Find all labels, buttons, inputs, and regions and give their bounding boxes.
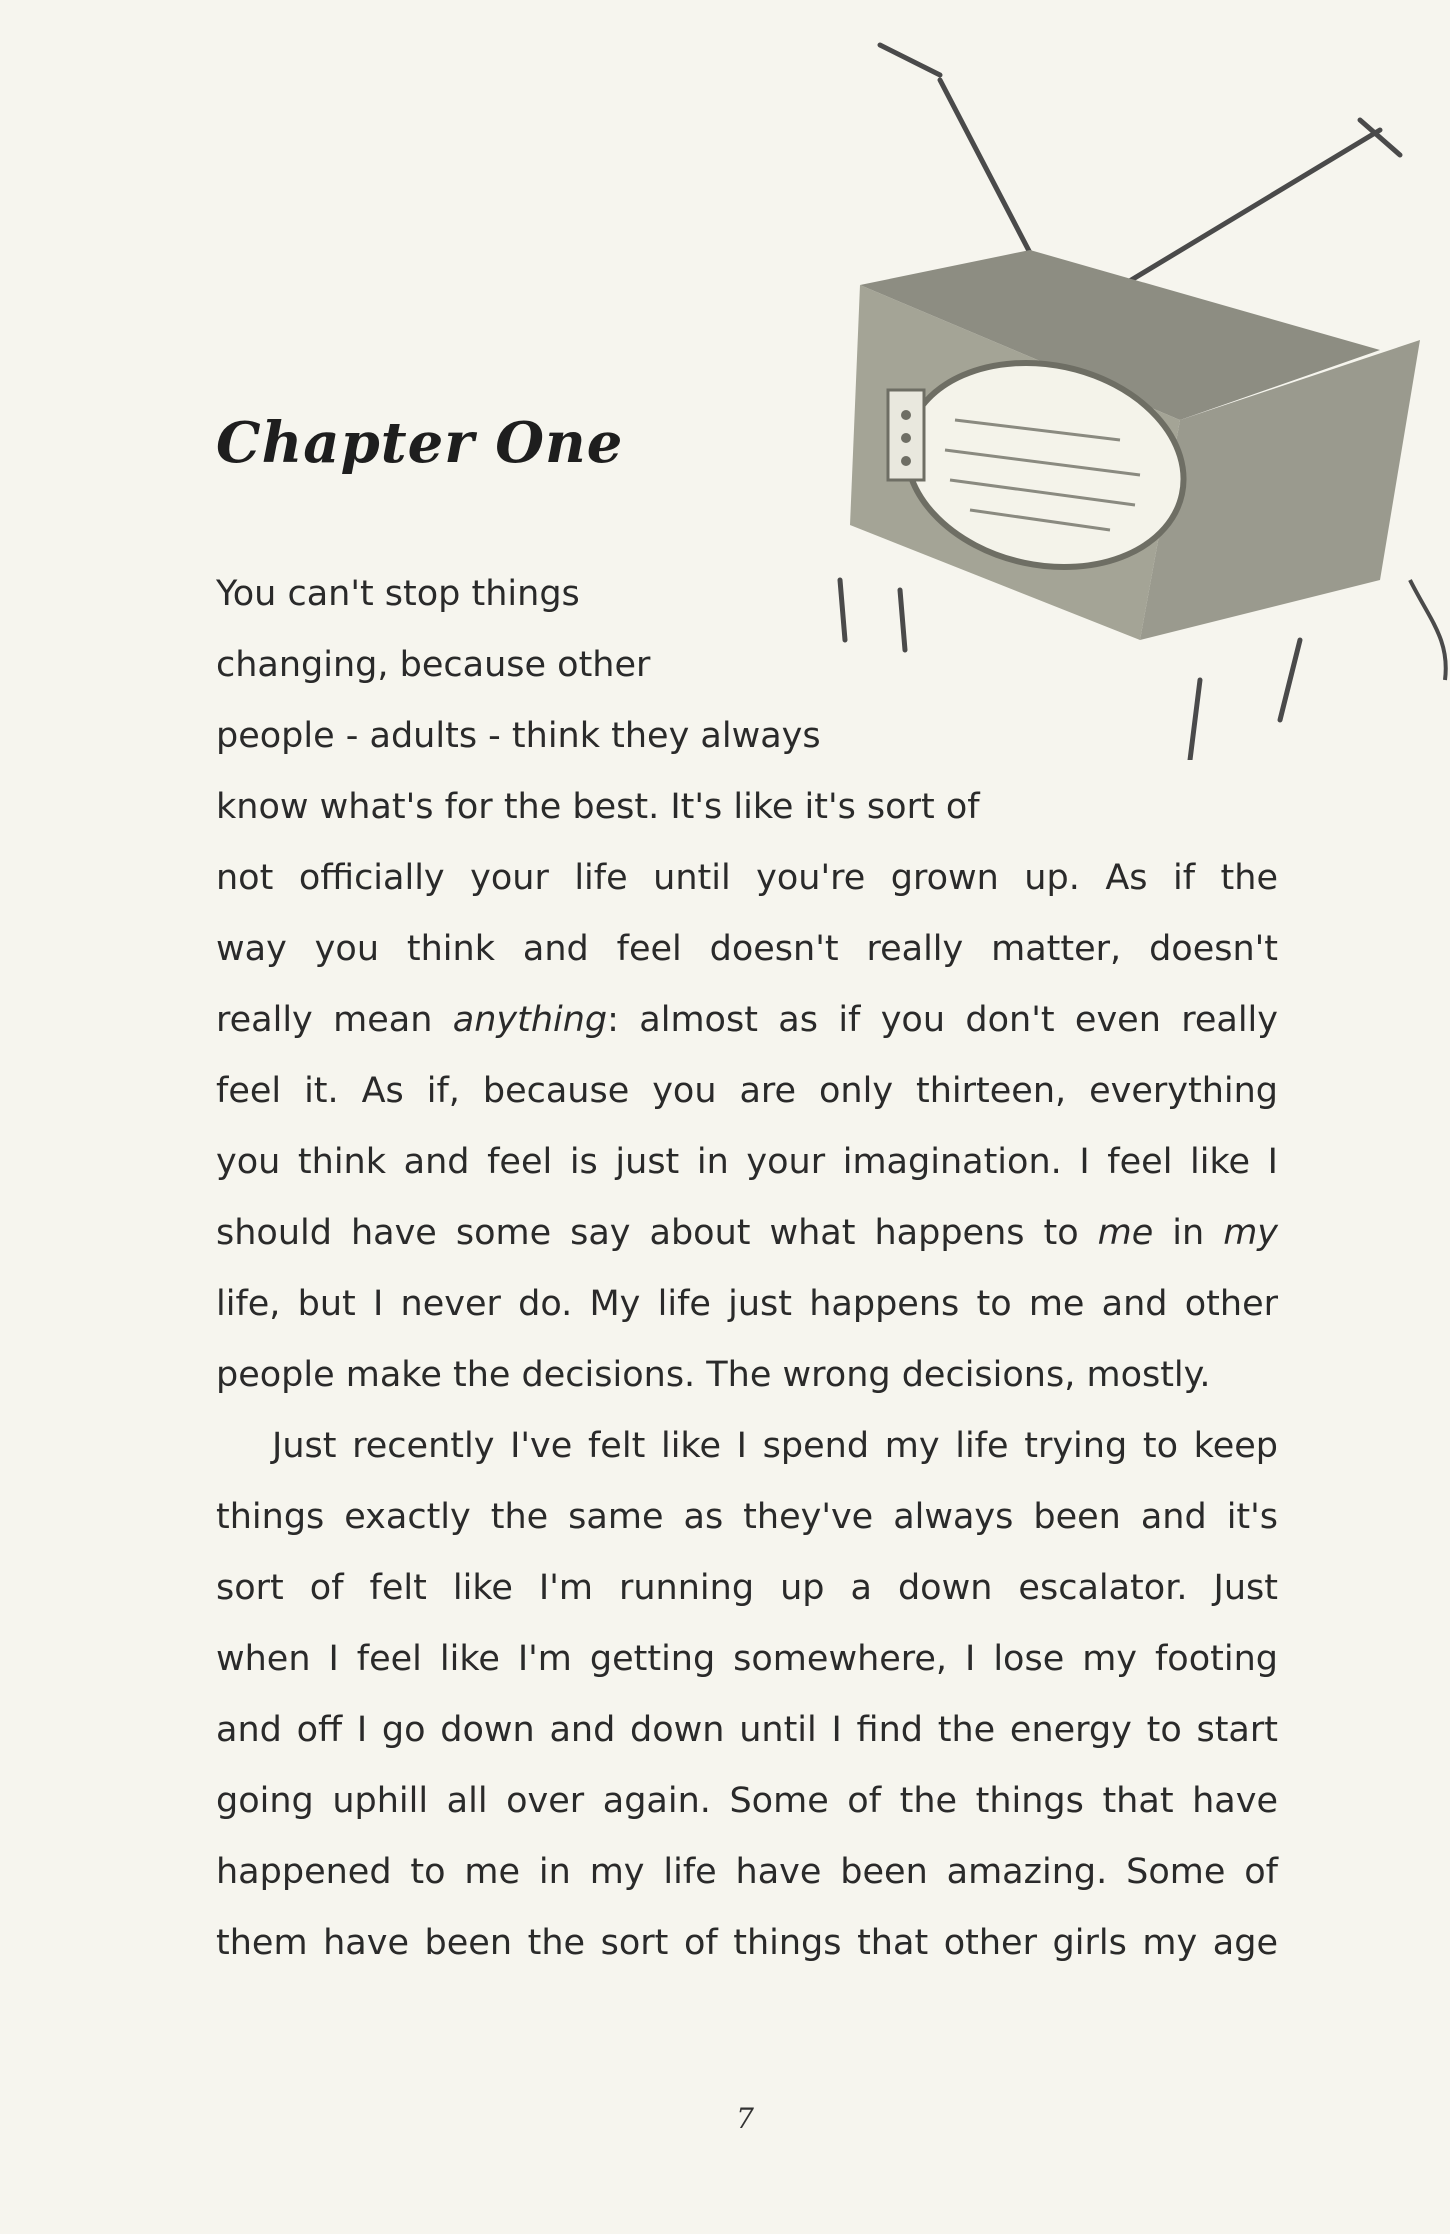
paragraph-line: happened to me in my life have been amazing. Some of (216, 1852, 1278, 1892)
tv-cable (1410, 580, 1446, 680)
text-run: in (1153, 1213, 1224, 1253)
text-run: should have some say about what happens to (216, 1213, 1098, 1253)
paragraph-line: things exactly the same as they've always been and it's (216, 1497, 1278, 1537)
emphasis-text: anything (452, 1000, 608, 1040)
emphasis-text: my (1223, 1213, 1278, 1253)
chapter-title: Chapter One (216, 410, 624, 476)
text-run: really mean (216, 1000, 453, 1040)
paragraph-line: way you think and feel doesn't really matter, doesn't (216, 929, 1278, 969)
paragraph-line: know what's for the best. It's like it's sort of (216, 787, 980, 827)
paragraph-line: and off I go down and down until I find the energy to start (216, 1710, 1278, 1750)
paragraph-line: people - adults - think they always (216, 716, 821, 756)
paragraph-line: changing, because other (216, 645, 651, 685)
emphasis-text: me (1097, 1213, 1154, 1253)
tv-knob (901, 410, 911, 420)
paragraph-line: not officially your life until you're grown up. As if the (216, 858, 1278, 898)
tv-knob (901, 433, 911, 443)
text-run: : almost as if you don't even really (607, 1000, 1278, 1040)
paragraph-line: life, but I never do. My life just happens to me and other (216, 1284, 1278, 1324)
paragraph-line: feel it. As if, because you are only thirteen, everything (216, 1071, 1278, 1111)
paragraph-line: You can't stop things (216, 574, 580, 614)
retro-tv-icon (820, 20, 1450, 760)
paragraph-line: sort of felt like I'm running up a down escalator. Just (216, 1568, 1278, 1608)
paragraph-line (216, 996, 1278, 1044)
page-number: 7 (736, 2102, 754, 2135)
paragraph-line: going uphill all over again. Some of the things that have (216, 1781, 1278, 1821)
tv-knob (901, 456, 911, 466)
paragraph-line: Just recently I've felt like I spend my life trying to keep (272, 1426, 1278, 1466)
paragraph-line: them have been the sort of things that other girls my age (216, 1923, 1278, 1963)
paragraph-line (216, 1209, 1278, 1257)
paragraph-line: you think and feel is just in your imagination. I feel like I (216, 1142, 1278, 1182)
paragraph-line: people make the decisions. The wrong decisions, mostly. (216, 1355, 1211, 1395)
paragraph-line: when I feel like I'm getting somewhere, I lose my footing (216, 1639, 1278, 1679)
